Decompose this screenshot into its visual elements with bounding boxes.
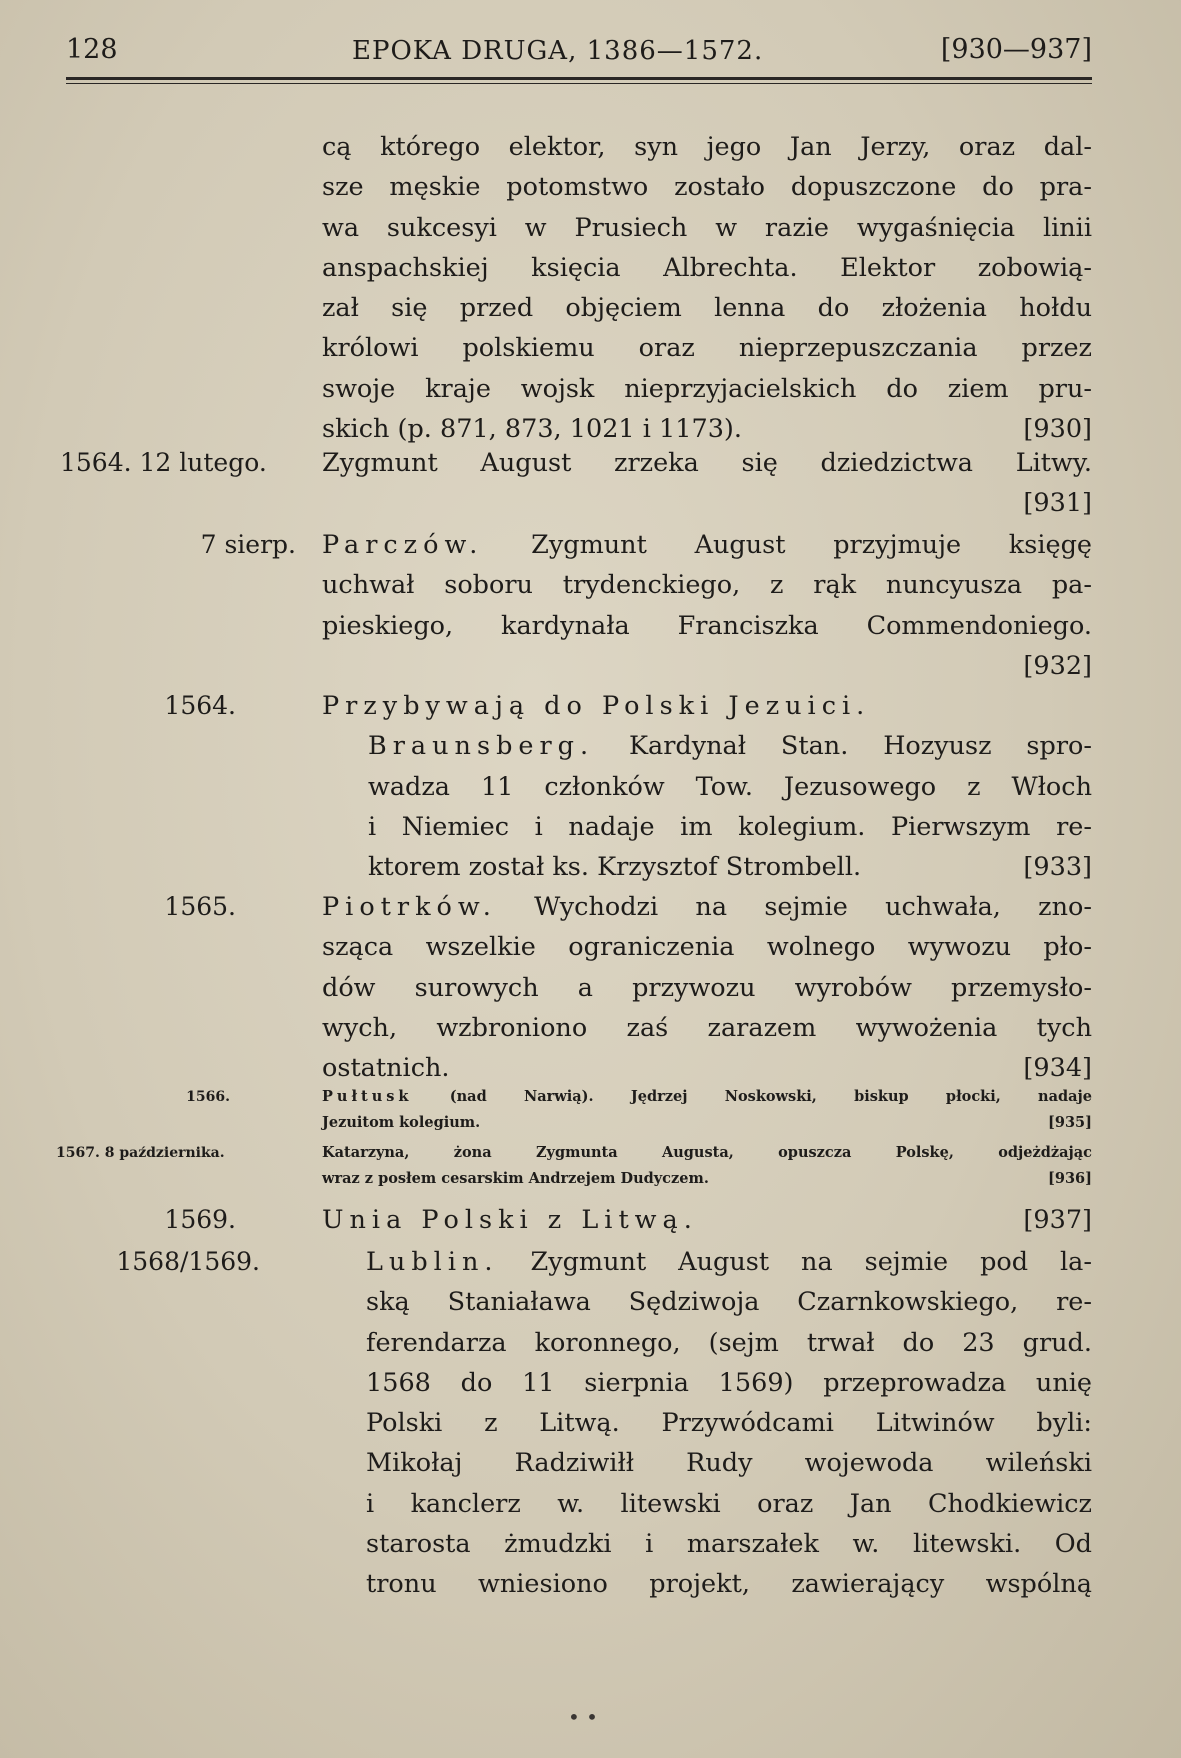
text-line: i kanclerz w. litewski oraz Jan Chodkiewicz <box>366 1488 1092 1519</box>
text-line: Mikołaj Radziwiłł Rudy wojewoda wileński <box>366 1448 1092 1479</box>
entry-date: 1569. <box>164 1205 236 1234</box>
heading-text: Unia Polski z Litwą. <box>322 1205 698 1235</box>
entry-body <box>366 1242 1092 1605</box>
text-line: starosta żmudzki i marszałek w. litewski. Od <box>366 1529 1092 1560</box>
text-line-content: Zygmunt August na sejmie pod la- <box>498 1247 1092 1277</box>
text-line <box>322 525 1092 565</box>
text-line <box>322 887 1092 927</box>
text-line-content: Wychodzi na sejmie uchwała, zno- <box>496 892 1092 922</box>
text-line: dów surowych a przywozu wyrobów przemysło- <box>322 972 1092 1003</box>
text-line: królowi polskiemu oraz nieprzepuszczania przez <box>322 333 1092 364</box>
text-line-content: Kardynał Stan. Hozyusz spro- <box>594 731 1092 762</box>
text-line-content: wraz z posłem cesarskim Andrzejem Dudyczem. <box>322 1170 709 1187</box>
text-line: wa sukcesyi w Prusiech w razie wygaśnięcia linii <box>322 212 1092 243</box>
header-rule-thick <box>66 77 1092 80</box>
text-line: pieskiego, kardynała Franciszka Commendoniego. <box>322 610 1092 641</box>
entry-body <box>322 1084 1092 1136</box>
text-line-content: Jezuitom kolegium. <box>322 1114 481 1131</box>
text-line <box>322 1110 1092 1136</box>
entry-date: 1565. <box>164 892 236 921</box>
text-line: zał się przed objęciem lenna do złożenia hołdu <box>322 293 1092 324</box>
text-line: Polski z Litwą. Przywódcami Litwinów byli: <box>366 1408 1092 1439</box>
text-line: wadza 11 członków Tow. Jezusowego z Włoch <box>368 771 1092 802</box>
page-mark: • • <box>568 1705 598 1729</box>
entry-range: [930—937] <box>940 34 1092 65</box>
text-line <box>322 1084 1092 1110</box>
text-line: 1568 do 11 sierpnia 1569) przeprowadza unię <box>366 1367 1092 1398</box>
text-line-content: skich (p. 871, 873, 1021 i 1173). <box>322 414 742 445</box>
text-line-content: ktorem został ks. Krzysztof Strombell. <box>368 852 862 883</box>
entry-number: [931] <box>1023 488 1092 519</box>
place-name: Pułtusk <box>322 1088 413 1105</box>
running-title: EPOKA DRUGA, 1386—1572. <box>352 36 764 66</box>
text-line: ferendarza koronnego, (sejm trwał do 23 grud. <box>366 1327 1092 1358</box>
text-line: anspachskiej księcia Albrechta. Elektor zobowią- <box>322 252 1092 283</box>
running-header <box>66 34 1092 74</box>
entry-date: 1566. <box>186 1089 230 1105</box>
text-line: sze męskie potomstwo zostało dopuszczone do pra- <box>322 172 1092 203</box>
entry-body <box>322 887 1092 1088</box>
entry-body <box>322 443 1092 524</box>
place-name: Parczów. <box>322 530 484 560</box>
entry-date: 1564. 12 lutego. <box>60 448 267 477</box>
text-line: uchwał soboru trydenckiego, z rąk nuncyusza pa- <box>322 570 1092 601</box>
text-line <box>322 847 1092 887</box>
entry-body <box>322 127 1092 449</box>
text-line-content: (nad Narwią). Jędrzej Noskowski, biskup płocki, nadaje <box>412 1088 1092 1105</box>
entry-number: [934] <box>1023 1053 1092 1084</box>
text-line: cą którego elektor, syn jego Jan Jerzy, oraz dal- <box>322 132 1092 162</box>
entry-date: 7 sierp. <box>200 530 296 559</box>
header-rule-thin <box>66 83 1092 84</box>
text-line <box>322 726 1092 766</box>
page-number: 128 <box>66 34 118 65</box>
text-line: Katarzyna, żona Zygmunta Augusta, opuszcza Polskę, odjeżdżając <box>322 1144 1092 1161</box>
text-line: ską Staniaława Sędziwoja Czarnkowskiego, re- <box>366 1287 1092 1318</box>
place-name: Braunsberg. <box>368 731 595 762</box>
text-line: swoje kraje wojsk nieprzyjacielskich do ziem pru- <box>322 373 1092 404</box>
text-line <box>322 646 1092 686</box>
section-heading: Przybywają do Polski Jezuici. <box>322 691 871 721</box>
entry-body <box>322 1140 1092 1192</box>
text-line: i Niemiec i nadaje im kolegium. Pierwszym re- <box>368 811 1092 842</box>
text-line: wych, wzbroniono zaś zarazem wywożenia tych <box>322 1012 1092 1043</box>
text-line-content: ostatnich. <box>322 1053 450 1084</box>
entry-number: [936] <box>1048 1170 1092 1187</box>
entry-number: [935] <box>1048 1114 1092 1131</box>
entry-number: [937] <box>1023 1205 1092 1235</box>
place-name: Lublin. <box>366 1247 499 1277</box>
text-line <box>322 483 1092 523</box>
place-name: Piotrków. <box>322 892 497 922</box>
entry-body <box>322 1200 1092 1240</box>
entry-number: [933] <box>1023 852 1092 883</box>
text-line <box>322 1166 1092 1192</box>
text-line <box>366 1242 1092 1282</box>
text-line: sząca wszelkie ograniczenia wolnego wywozu pło- <box>322 932 1092 963</box>
entry-body <box>322 686 1092 887</box>
text-line-content: Zygmunt August przyjmuje księgę <box>483 530 1092 560</box>
text-line: tronu wniesiono projekt, zawierający wspólną <box>366 1569 1092 1600</box>
text-line: Zygmunt August zrzeka się dziedzictwa Litwy. <box>322 448 1092 478</box>
entry-date: 1567. 8 października. <box>56 1145 225 1161</box>
entry-date: 1568/1569. <box>116 1247 260 1276</box>
entry-number: [932] <box>1023 650 1092 681</box>
entry-number: [930] <box>1023 414 1092 445</box>
text-line <box>322 1048 1092 1088</box>
entry-date: 1564. <box>164 691 236 720</box>
section-heading <box>322 1200 1092 1240</box>
entry-body <box>322 525 1092 686</box>
